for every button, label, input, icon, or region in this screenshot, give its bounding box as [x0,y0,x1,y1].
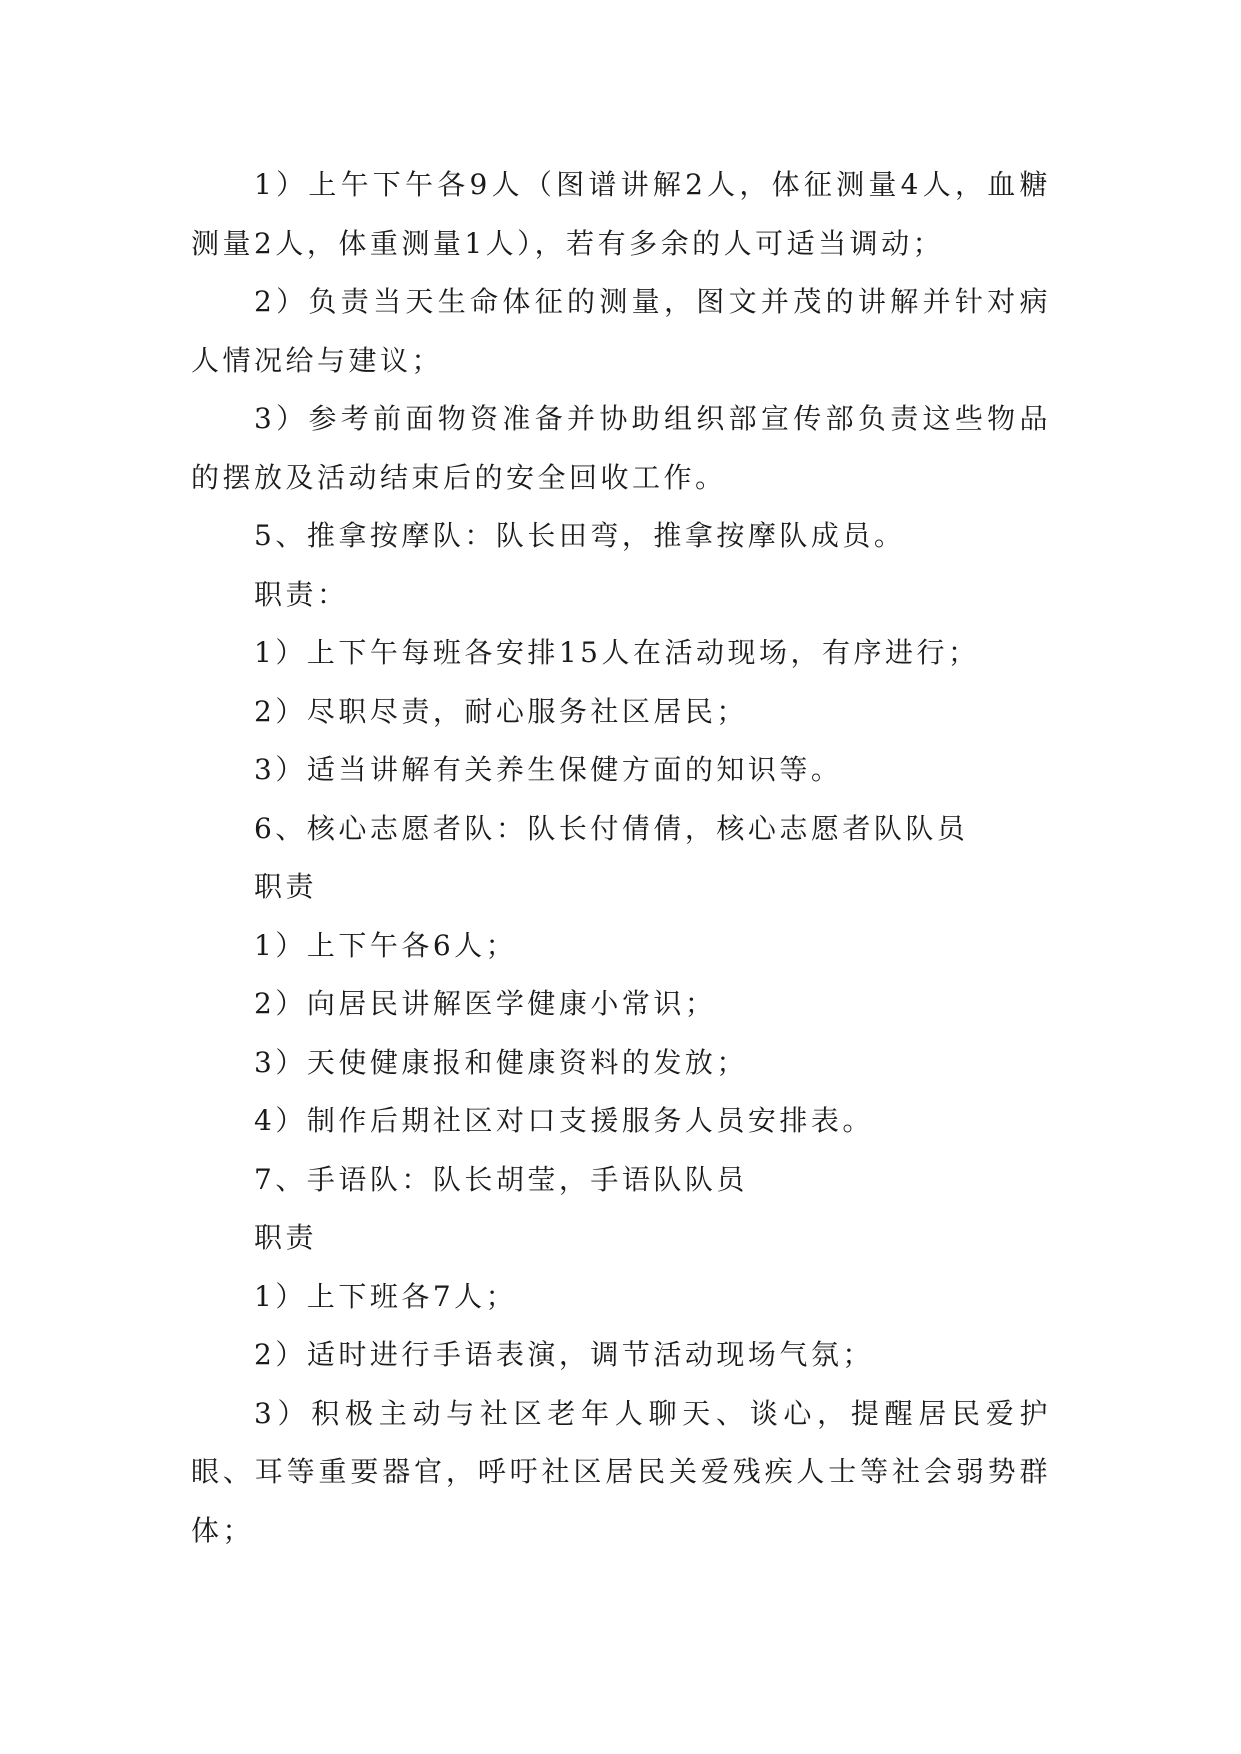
paragraph-7: 2）尽职尽责，耐心服务社区居民； [254,694,748,728]
paragraph-13: 3）天使健康报和健康资料的发放； [254,1045,748,1079]
paragraph-17: 1）上下班各7人； [254,1279,518,1313]
paragraph-2: 2）负责当天生命体征的测量，图文并茂的讲解并针对病人情况给与建议； [191,285,1051,377]
paragraph-12: 2）向居民讲解医学健康小常识； [254,987,717,1020]
paragraph-19: 3）积极主动与社区老年人聊天、谈心，提醒居民爱护眼、耳等重要器官，呼吁社区居民关爱残疾人士等社会弱势群体； [191,1396,1051,1547]
paragraph-16: 职责 [254,1221,318,1254]
paragraph-15: 7、手语队：队长胡莹，手语队队员 [254,1162,748,1196]
paragraph-14: 4）制作后期社区对口支援服务人员安排表。 [254,1104,874,1137]
paragraph-18: 2）适时进行手语表演，调节活动现场气氛； [254,1338,874,1371]
paragraph-8: 3）适当讲解有关养生保健方面的知识等。 [254,753,843,786]
paragraph-1: 1）上午下午各9人（图谱讲解2人，体征测量4人，血糖测量2人，体重测量1人），若有多余的人可适当调动； [191,168,1051,260]
paragraph-9: 6、核心志愿者队：队长付倩倩，核心志愿者队队员 [254,811,969,845]
paragraph-10: 职责 [254,870,318,903]
paragraph-6: 1）上下午每班各安排15人在活动现场，有序进行； [254,636,980,669]
paragraph-3: 3）参考前面物资准备并协助组织部宣传部负责这些物品的摆放及活动结束后的安全回收工作。 [191,402,1051,494]
paragraph-4: 5、推拿按摩队：队长田弯，推拿按摩队成员。 [254,519,906,552]
document-body [191,156,1051,1560]
paragraph-5: 职责： [254,577,349,611]
paragraph-11: 1）上下午各6人； [254,928,518,962]
